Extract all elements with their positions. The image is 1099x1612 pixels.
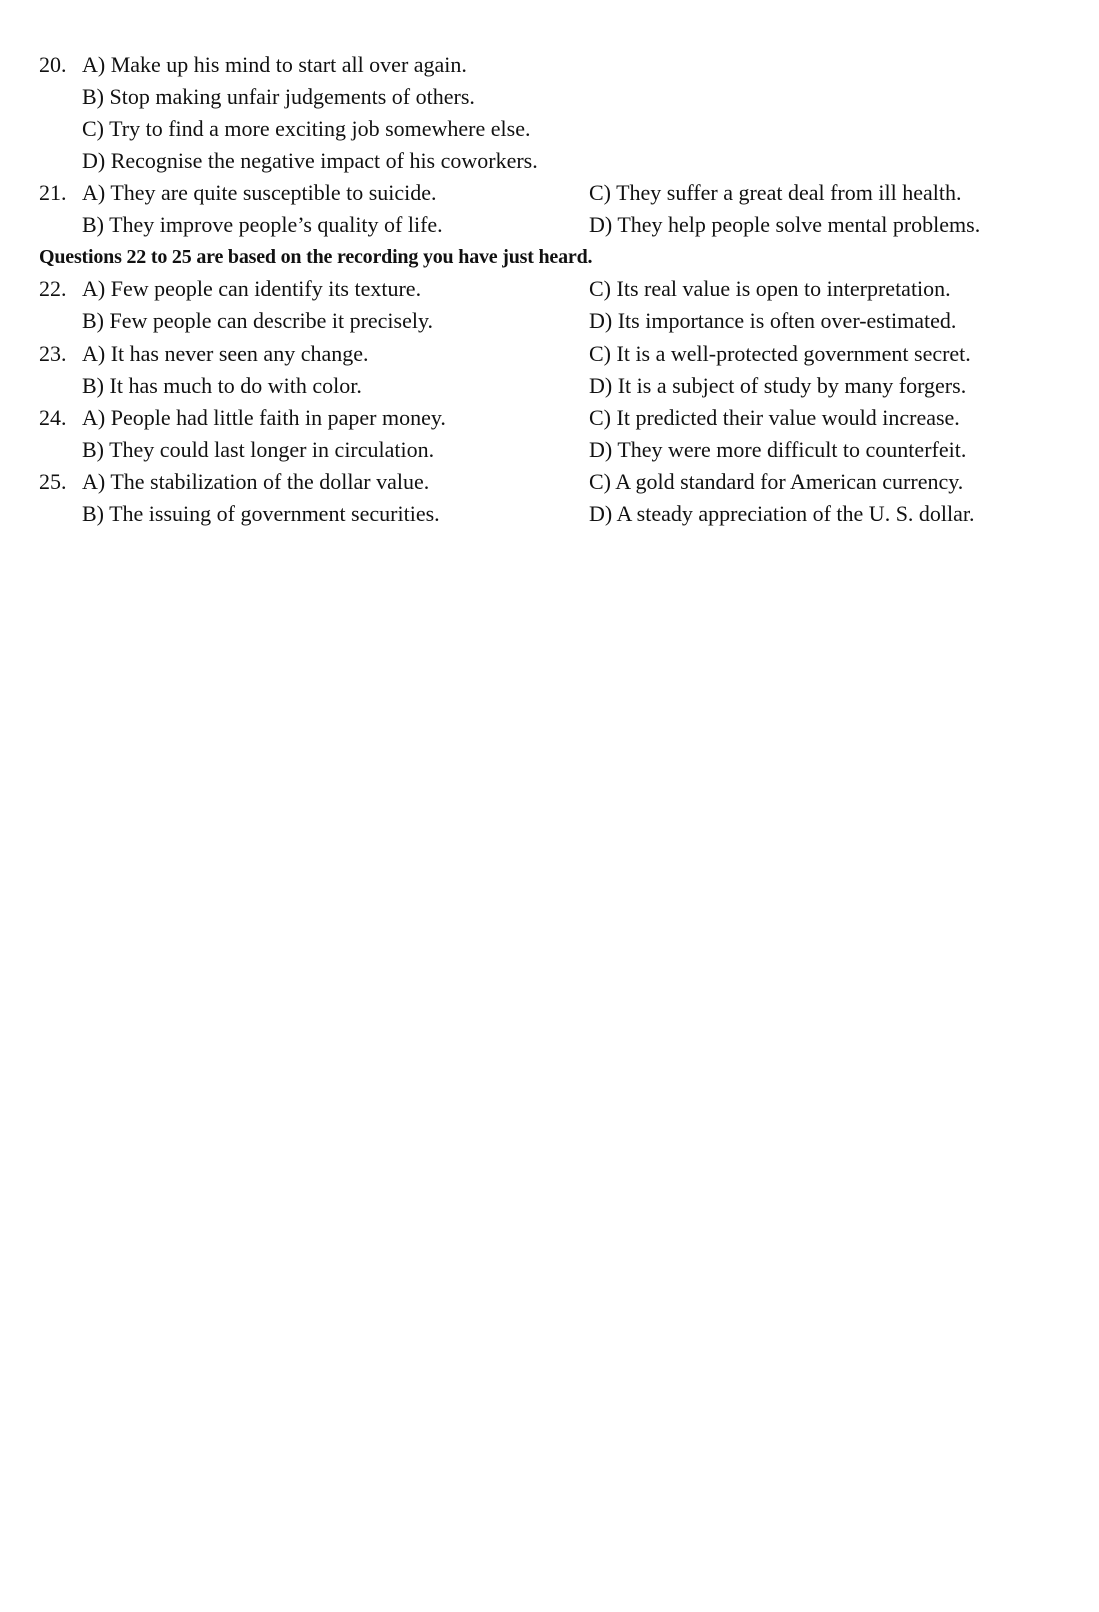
option-a: A) They are quite susceptible to suicide. [82,180,437,205]
option-c: C) It is a well-protected government secret. [589,341,971,366]
option-d: D) Its importance is often over-estimated. [589,308,957,333]
question-number: 25. [39,469,67,494]
option-c: C) Its real value is open to interpretation. [589,276,951,301]
option-d: D) A steady appreciation of the U. S. dollar. [589,501,975,526]
option-c: C) They suffer a great deal from ill health. [589,180,962,205]
option-d: D) They were more difficult to counterfeit. [589,437,967,462]
option-b: B) The issuing of government securities. [82,501,440,526]
option-a: A) People had little faith in paper money. [82,405,446,430]
question-number: 22. [39,276,67,301]
option-d: D) It is a subject of study by many forgers. [589,373,967,398]
option-b: B) They improve people’s quality of life. [82,212,443,237]
question-number: 23. [39,341,67,366]
option-a: A) The stabilization of the dollar value. [82,469,430,494]
option-d: D) They help people solve mental problems. [589,212,981,237]
question-number: 24. [39,405,67,430]
option-b: B) It has much to do with color. [82,373,362,398]
option-a: A) It has never seen any change. [82,341,369,366]
option-c: C) Try to find a more exciting job somewhere else. [82,116,531,141]
option-a: A) Make up his mind to start all over again. [82,52,467,77]
option-a: A) Few people can identify its texture. [82,276,422,301]
option-b: B) Stop making unfair judgements of others. [82,84,475,109]
option-c: C) A gold standard for American currency. [589,469,964,494]
option-d: D) Recognise the negative impact of his coworkers. [82,148,538,173]
question-number: 21. [39,180,67,205]
option-b: B) They could last longer in circulation. [82,437,435,462]
question-number: 20. [39,52,67,77]
section-heading: Questions 22 to 25 are based on the recording you have just heard. [39,246,593,268]
option-b: B) Few people can describe it precisely. [82,308,434,333]
option-c: C) It predicted their value would increase. [589,405,960,430]
